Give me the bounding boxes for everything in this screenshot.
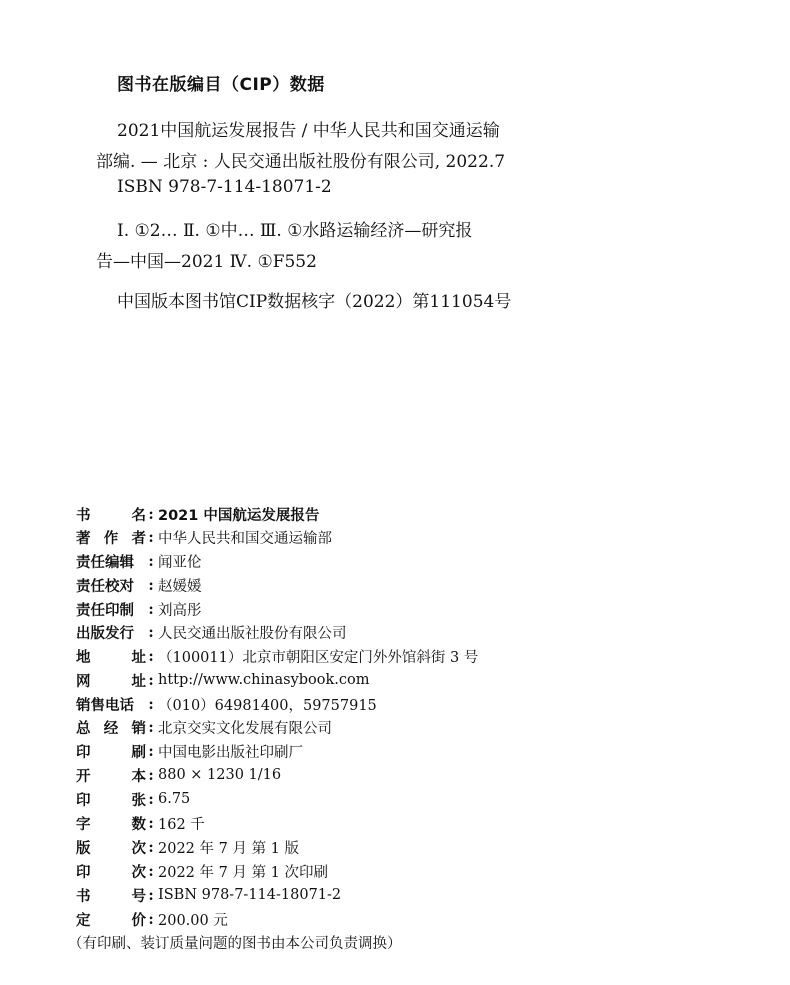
info-row [76,550,202,572]
info-separator: : [148,814,154,832]
info-separator: : [148,623,154,641]
info-separator: : [148,647,154,665]
info-label-char: 次 [131,840,146,857]
info-separator: : [148,910,154,928]
info-value: （010）64981400，59757915 [158,697,377,714]
info-separator: : [148,600,154,618]
info-label [76,646,146,667]
info-label-char: 印 [76,864,91,881]
info-row [76,526,332,548]
info-row [76,884,341,906]
info-value: ISBN 978-7-114-18071-2 [158,887,342,903]
info-label-char: 字 [76,816,91,833]
info-separator: : [148,528,154,546]
info-value: 2022 年 7 月 第 1 次印刷 [158,864,329,881]
info-label [76,717,146,738]
info-label-char: 责任印制 [76,602,134,619]
info-value: 赵媛媛 [158,578,202,595]
info-label [76,789,146,810]
info-row [76,836,299,858]
info-label-char: 责任校对 [76,578,134,595]
info-label-char: 名 [131,507,146,524]
info-label-char: 址 [131,649,146,666]
footer-note: （有印刷、装订质量问题的图书由本公司负责调换） [68,936,402,952]
info-separator: : [148,742,154,760]
info-label [76,837,146,858]
info-label [76,741,146,762]
info-label-char: 地 [76,649,91,666]
info-label-char: 号 [131,888,146,905]
info-label-char: 次 [131,864,146,881]
cip-heading: 图书在版编目（CIP）数据 [117,75,325,95]
info-separator: : [148,790,154,808]
info-label-char: 责任编辑 [76,554,134,571]
info-row [76,621,347,643]
cip-line-classification: Ⅰ. ①2… Ⅱ. ①中… Ⅲ. ①水路运输经济—研究报 [117,221,473,241]
info-label-char: 开 [76,768,91,785]
info-row [76,740,303,762]
info-separator: : [148,862,154,880]
info-label-char: 出版发行 [76,625,134,642]
info-separator: : [148,838,154,856]
info-value: （100011）北京市朝阳区安定门外外馆斜街 3 号 [158,649,479,666]
info-label [76,551,146,572]
info-row [76,669,370,691]
info-row [76,908,228,930]
info-value: 2022 年 7 月 第 1 版 [158,840,300,857]
info-label-char: 经 [103,720,119,737]
info-value: 2021 中国航运发展报告 [158,507,320,524]
info-value: 880 × 1230 1/16 [158,767,282,783]
info-label-char: 销售电话 [76,697,134,714]
info-label-char: 者 [131,530,146,547]
info-value: 中华人民共和国交通运输部 [158,530,332,547]
info-row [76,693,377,715]
info-label [76,504,146,525]
info-separator: : [148,718,154,736]
info-separator: : [148,695,154,713]
info-label-char: 印 [76,792,91,809]
info-label-char: 网 [76,673,91,690]
info-label-char: 印 [76,744,91,761]
info-label-char: 书 [76,888,91,905]
info-row [76,812,205,834]
cip-line-record-number: 中国版本图书馆CIP数据核字（2022）第111054号 [117,292,512,312]
info-value: 刘高彤 [158,602,202,619]
info-separator: : [148,886,154,904]
info-label-char: 定 [76,912,91,929]
info-separator: : [148,552,154,570]
info-label-char: 销 [131,720,146,737]
info-label-char: 本 [131,768,146,785]
info-label-char: 价 [131,912,146,929]
info-row [76,860,328,882]
info-separator: : [148,576,154,594]
info-label [76,599,146,620]
info-label-char: 作 [103,530,119,547]
info-label [76,813,146,834]
info-label [76,765,146,786]
cip-line-publisher: 部编. — 北京 : 人民交通出版社股份有限公司, 2022.7 [96,152,506,172]
info-value: 北京交实文化发展有限公司 [158,720,332,737]
info-separator: : [148,505,154,523]
cip-line-isbn: ISBN 978-7-114-18071-2 [117,177,332,197]
info-row [76,764,281,786]
info-value: 200.00 元 [158,912,228,929]
info-row [76,716,332,738]
cip-line-classification-cont: 告—中国—2021 Ⅳ. ①F552 [96,252,317,272]
info-label [76,527,146,548]
info-separator: : [148,671,154,689]
info-label-char: 刷 [131,744,146,761]
info-value: 人民交通出版社股份有限公司 [158,625,347,642]
info-row [76,503,319,525]
info-row [76,598,202,620]
info-value: 闻亚伦 [158,554,202,571]
info-separator: : [148,766,154,784]
info-value: http://www.chinasybook.com [158,672,370,688]
info-label-char: 著 [76,530,91,547]
info-value: 中国电影出版社印刷厂 [158,744,303,761]
info-label [76,909,146,930]
info-row [76,788,190,810]
info-label-char: 书 [76,507,91,524]
info-label-char: 址 [131,673,146,690]
info-value: 162 千 [158,816,205,833]
info-value: 6.75 [158,791,191,807]
info-label [76,694,146,715]
info-label [76,885,146,906]
info-row [76,645,478,667]
info-label [76,670,146,691]
info-label [76,575,146,596]
info-label [76,861,146,882]
cip-line-title: 2021中国航运发展报告 / 中华人民共和国交通运输 [117,121,500,141]
info-label-char: 总 [76,720,91,737]
info-row [76,574,202,596]
info-label-char: 数 [131,816,146,833]
info-label-char: 版 [76,840,91,857]
info-label-char: 张 [131,792,146,809]
info-label [76,622,146,643]
